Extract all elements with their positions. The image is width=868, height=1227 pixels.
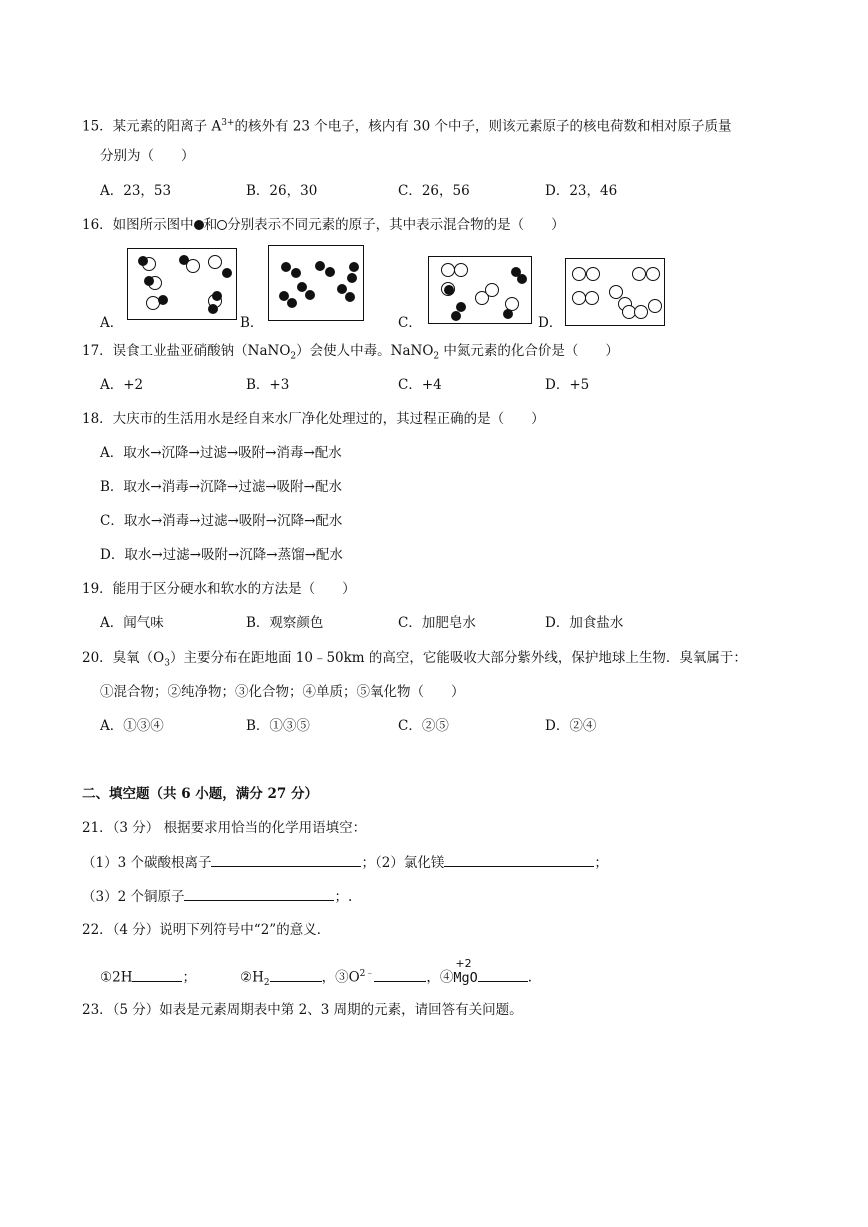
q22-item-1: ①2H [100, 969, 133, 986]
q20-option-d[interactable]: D．②④ [545, 718, 597, 734]
hollow-atom [646, 267, 660, 281]
filled-atom [222, 268, 232, 278]
q15-superscript: 3+ [221, 118, 235, 128]
q15-stem-line2: 分别为（ ） [100, 148, 195, 164]
q15-option-a[interactable]: A．23，53 [100, 183, 172, 199]
q21-part-1-label: （1）3 个碳酸根离子 [82, 855, 212, 871]
q17-stem [82, 341, 619, 367]
q18-option-d[interactable]: D．取水→过滤→吸附→沉降→蒸馏→配水 [100, 547, 343, 563]
q15-stem-part-a: 15．某元素的阳离子 A [82, 118, 222, 135]
q22-item-4: ，④ [426, 969, 454, 986]
q17-stem-part-a: 17．误食工业盐亚硝酸钠（NaNO [82, 343, 291, 359]
q18-option-c[interactable]: C．取水→消毒→过滤→吸附→沉降→配水 [100, 513, 343, 529]
q17-subscript-1: 2 [290, 351, 297, 362]
q17-option-b[interactable]: B．+3 [246, 377, 290, 393]
filled-atom-icon [194, 220, 204, 230]
q22-item-1-end: ； [182, 969, 196, 986]
filled-atom [291, 268, 301, 278]
hollow-atom [586, 267, 600, 281]
q21-blank-3[interactable] [184, 886, 334, 901]
filled-atom [212, 291, 222, 301]
q19-option-c[interactable]: C．加肥皂水 [398, 615, 476, 631]
q16-figure-a[interactable] [127, 248, 237, 320]
q21-stem: 21．（3 分） 根据要求用恰当的化学用语填空： [82, 820, 367, 836]
hollow-atom [648, 299, 662, 313]
q16-label-c[interactable]: C． [398, 315, 422, 331]
q21-part-1-2 [82, 852, 608, 873]
q16-stem-part-a: 16．如图所示图中 [82, 217, 194, 233]
q21-part-3-end: ；. [334, 889, 353, 905]
q20-stem-line2: ①混合物；②纯净物；③化合物；④单质；⑤氧化物（ ） [100, 684, 465, 700]
q22-blank-1[interactable] [132, 967, 182, 982]
q21-part-2-label: ；（2）氯化镁 [361, 855, 445, 871]
filled-atom [451, 311, 461, 321]
q22-item-3-superscript: 2﹣ [359, 969, 375, 979]
q16-figure-d[interactable] [565, 258, 665, 326]
q17-option-d[interactable]: D．+5 [545, 377, 590, 393]
q21-blank-1[interactable] [211, 852, 361, 867]
filled-atom [144, 276, 154, 286]
q16-figure-b[interactable] [268, 245, 364, 321]
filled-atom [345, 292, 355, 302]
filled-atom [444, 285, 454, 295]
hollow-atom [485, 283, 499, 297]
section-title: 二、填空题（共 6 小题，满分 27 分） [82, 786, 318, 802]
q20-option-a[interactable]: A．①③④ [100, 718, 164, 734]
hollow-atom [441, 263, 455, 277]
q15-option-d[interactable]: D．23，46 [545, 183, 618, 199]
q15-stem [82, 113, 732, 137]
q18-option-b[interactable]: B．取水→消毒→沉降→过滤→吸附→配水 [100, 479, 342, 495]
q17-option-c[interactable]: C．+4 [398, 377, 442, 393]
filled-atom [138, 256, 148, 266]
q18-option-a[interactable]: A．取水→沉降→过滤→吸附→消毒→配水 [100, 445, 342, 461]
q19-option-d[interactable]: D．加食盐水 [545, 615, 624, 631]
filled-atom [347, 273, 357, 283]
hollow-atom [632, 267, 646, 281]
q21-part-3 [82, 886, 352, 907]
filled-atom [281, 262, 291, 272]
hollow-atom [634, 305, 648, 319]
q19-option-a[interactable]: A．闻气味 [100, 615, 164, 631]
q22-item-2: ②H [239, 969, 264, 986]
q17-stem-part-c: 中氮元素的化合价是（ ） [439, 343, 619, 359]
q20-option-b[interactable]: B．①③⑤ [246, 718, 310, 734]
q20-stem-part-b: ）主要分布在距地面 10﹣50km 的高空，它能吸收大部分紫外线，保护地球上生物．臭氧属于： [169, 650, 747, 666]
q19-stem: 19．能用于区分硬水和软水的方法是（ ） [82, 581, 356, 597]
filled-atom [503, 309, 513, 319]
q20-stem-part-a: 20．臭氧（O [82, 650, 165, 666]
q16-figure-c[interactable] [428, 256, 532, 324]
q15-option-c[interactable]: C．26，56 [398, 183, 470, 199]
q22-blank-3[interactable] [374, 967, 426, 982]
filled-atom [158, 295, 168, 305]
hollow-atom-icon [217, 220, 227, 230]
q22-stem: 22．（4 分）说明下列符号中“2”的意义． [82, 922, 331, 938]
mgo-text: MgO [453, 969, 478, 986]
q16-label-a[interactable]: A． [100, 315, 124, 331]
q16-stem-part-c: 分别表示不同元素的原子，其中表示混合物的是（ ） [227, 217, 565, 233]
q16-stem [82, 215, 565, 235]
q22-item-3: ，③O [321, 969, 360, 986]
filled-atom [208, 304, 218, 314]
hollow-atom [454, 263, 468, 277]
q15-option-b[interactable]: B．26，30 [246, 183, 318, 199]
q20-stem [82, 648, 747, 674]
q18-stem: 18．大庆市的生活用水是经自来水厂净化处理过的，其过程正确的是（ ） [82, 411, 545, 427]
q22-items [100, 956, 533, 993]
filled-atom [287, 298, 297, 308]
hollow-atom [585, 291, 599, 305]
q22-blank-2[interactable] [270, 967, 322, 982]
q21-part-3-label: （3）2 个铜原子 [82, 889, 185, 905]
q16-label-d[interactable]: D． [538, 315, 563, 331]
q20-option-c[interactable]: C．②⑤ [398, 718, 449, 734]
q15-stem-part-b: 的核外有 23 个电子，核内有 30 个中子，则该元素原子的核电荷数和相对原子质量 [234, 118, 732, 135]
q22-blank-4[interactable] [478, 967, 528, 982]
hollow-atom [572, 291, 586, 305]
q17-subscript-2: 2 [433, 351, 440, 362]
q17-stem-part-b: ）会使人中毒。NaNO [296, 343, 434, 359]
q20-subscript: 3 [164, 658, 170, 669]
filled-atom [305, 290, 315, 300]
filled-atom [349, 262, 359, 272]
q22-item-2-subscript: 2 [263, 978, 270, 989]
filled-atom [325, 267, 335, 277]
q16-stem-part-b: 和 [203, 217, 218, 233]
q21-blank-2[interactable] [444, 852, 594, 867]
q16-label-b[interactable]: B． [240, 315, 264, 331]
q23-stem: 23．（5 分）如表是元素周期表中第 2、3 周期的元素，请回答有关问题。 [82, 1002, 523, 1018]
hollow-atom [186, 259, 200, 273]
mgo-valence: +2 [455, 956, 472, 970]
q19-option-b[interactable]: B．观察颜色 [246, 615, 324, 631]
q22-end: . [527, 969, 533, 986]
filled-atom [315, 261, 325, 271]
mgo-formula [453, 956, 478, 988]
q17-option-a[interactable]: A．+2 [100, 377, 144, 393]
hollow-atom [208, 255, 222, 269]
filled-atom [517, 274, 527, 284]
hollow-atom [572, 267, 586, 281]
q21-part-2-end: ； [594, 855, 608, 871]
